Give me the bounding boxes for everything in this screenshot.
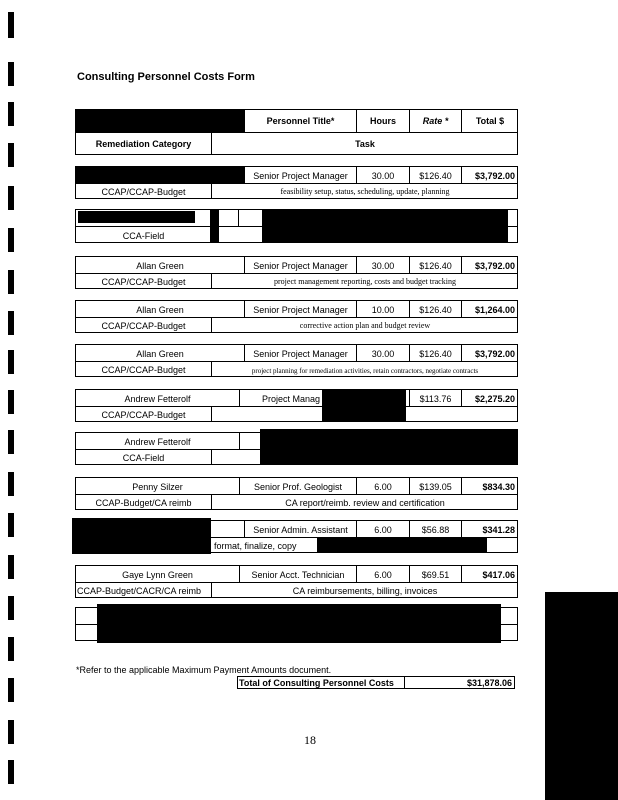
row-name: Allan Green bbox=[136, 349, 184, 359]
row-rate: $56.88 bbox=[421, 525, 450, 535]
row-total: $2,275.20 bbox=[474, 394, 515, 404]
row-category: CCAP/CCAP-Budget bbox=[101, 321, 186, 331]
row-category: CCAP-Budget/CACR/CA reimb bbox=[77, 586, 202, 596]
row-hours: 30.00 bbox=[371, 171, 395, 181]
footnote: *Refer to the applicable Maximum Payment Amounts document. bbox=[76, 665, 332, 675]
row-task: format, finalize, copy bbox=[214, 541, 297, 551]
form-title: Consulting Personnel Costs Form bbox=[77, 71, 255, 83]
row-title: Senior Acct. Technician bbox=[251, 570, 345, 580]
row-category: CCAP/CCAP-Budget bbox=[101, 410, 186, 420]
row-category: CCA-Field bbox=[122, 231, 165, 241]
row-title: Senior Project Manager bbox=[253, 261, 348, 271]
row-hours: 30.00 bbox=[371, 261, 395, 271]
row-name: Penny Silzer bbox=[132, 482, 183, 492]
edge-tab bbox=[545, 592, 618, 800]
row-total: $834.30 bbox=[482, 482, 515, 492]
row-task: CA reimbursements, billing, invoices bbox=[292, 586, 438, 596]
header-task: Task bbox=[355, 139, 375, 149]
row-title: Senior Project Manager bbox=[253, 349, 348, 359]
row-title: Senior Project Manager bbox=[253, 305, 348, 315]
row-rate: $126.40 bbox=[419, 349, 452, 359]
row-total: $3,792.00 bbox=[474, 261, 515, 271]
header-hours: Hours bbox=[369, 116, 396, 126]
header-remediation-category: Remediation Category bbox=[95, 139, 192, 149]
row-title: Project Manag bbox=[262, 394, 321, 404]
row-title: Senior Project Manager bbox=[253, 171, 348, 181]
row-total: $417.06 bbox=[482, 570, 515, 580]
row-total: $3,792.00 bbox=[474, 171, 515, 181]
row-task: feasibility setup, status, scheduling, update, planning bbox=[280, 187, 450, 196]
row-rate: $126.40 bbox=[419, 261, 452, 271]
total-value: $31,878.06 bbox=[466, 678, 512, 688]
header-rate: Rate * bbox=[422, 116, 449, 126]
row-hours: 6.00 bbox=[374, 482, 392, 492]
row-name: Andrew Fetterolf bbox=[124, 437, 191, 447]
row-title: Senior Admin. Assistant bbox=[253, 525, 348, 535]
row-rate: $139.05 bbox=[419, 482, 452, 492]
row-total: $341.28 bbox=[482, 525, 515, 535]
total-label: Total of Consulting Personnel Costs bbox=[239, 678, 394, 688]
row-total: $1,264.00 bbox=[474, 305, 515, 315]
row-total: $3,792.00 bbox=[474, 349, 515, 359]
row-title: Senior Prof. Geologist bbox=[253, 482, 343, 492]
row-hours: 6.00 bbox=[374, 525, 392, 535]
header-personnel-title: Personnel Title* bbox=[266, 116, 335, 126]
row-hours: 10.00 bbox=[371, 305, 395, 315]
row-category: CCAP/CCAP-Budget bbox=[101, 277, 186, 287]
row-rate: $69.51 bbox=[421, 570, 450, 580]
row-name: Allan Green bbox=[136, 305, 184, 315]
row-category: CCAP/CCAP-Budget bbox=[101, 365, 186, 375]
row-task: project management reporting, costs and budget tracking bbox=[274, 277, 456, 286]
row-task: project planning for remediation activities, retain contractors, negotiate contracts bbox=[251, 367, 479, 375]
row-hours: 30.00 bbox=[371, 349, 395, 359]
row-task: corrective action plan and budget review bbox=[299, 321, 431, 330]
row-name: Andrew Fetterolf bbox=[124, 394, 191, 404]
row-rate: $126.40 bbox=[419, 305, 452, 315]
page-number: 18 bbox=[304, 733, 316, 747]
row-hours: 6.00 bbox=[374, 570, 392, 580]
header-total: Total $ bbox=[475, 116, 505, 126]
row-rate: $126.40 bbox=[419, 171, 452, 181]
row-task: CA report/reimb. review and certification bbox=[285, 498, 445, 508]
row-category: CCAP-Budget/CA reimb bbox=[95, 498, 192, 508]
row-name: Allan Green bbox=[136, 261, 184, 271]
row-rate: $113.76 bbox=[419, 394, 452, 404]
row-category: CCAP/CCAP-Budget bbox=[101, 187, 186, 197]
row-name: Gaye Lynn Green bbox=[122, 570, 193, 580]
row-category: CCA-Field bbox=[122, 453, 165, 463]
